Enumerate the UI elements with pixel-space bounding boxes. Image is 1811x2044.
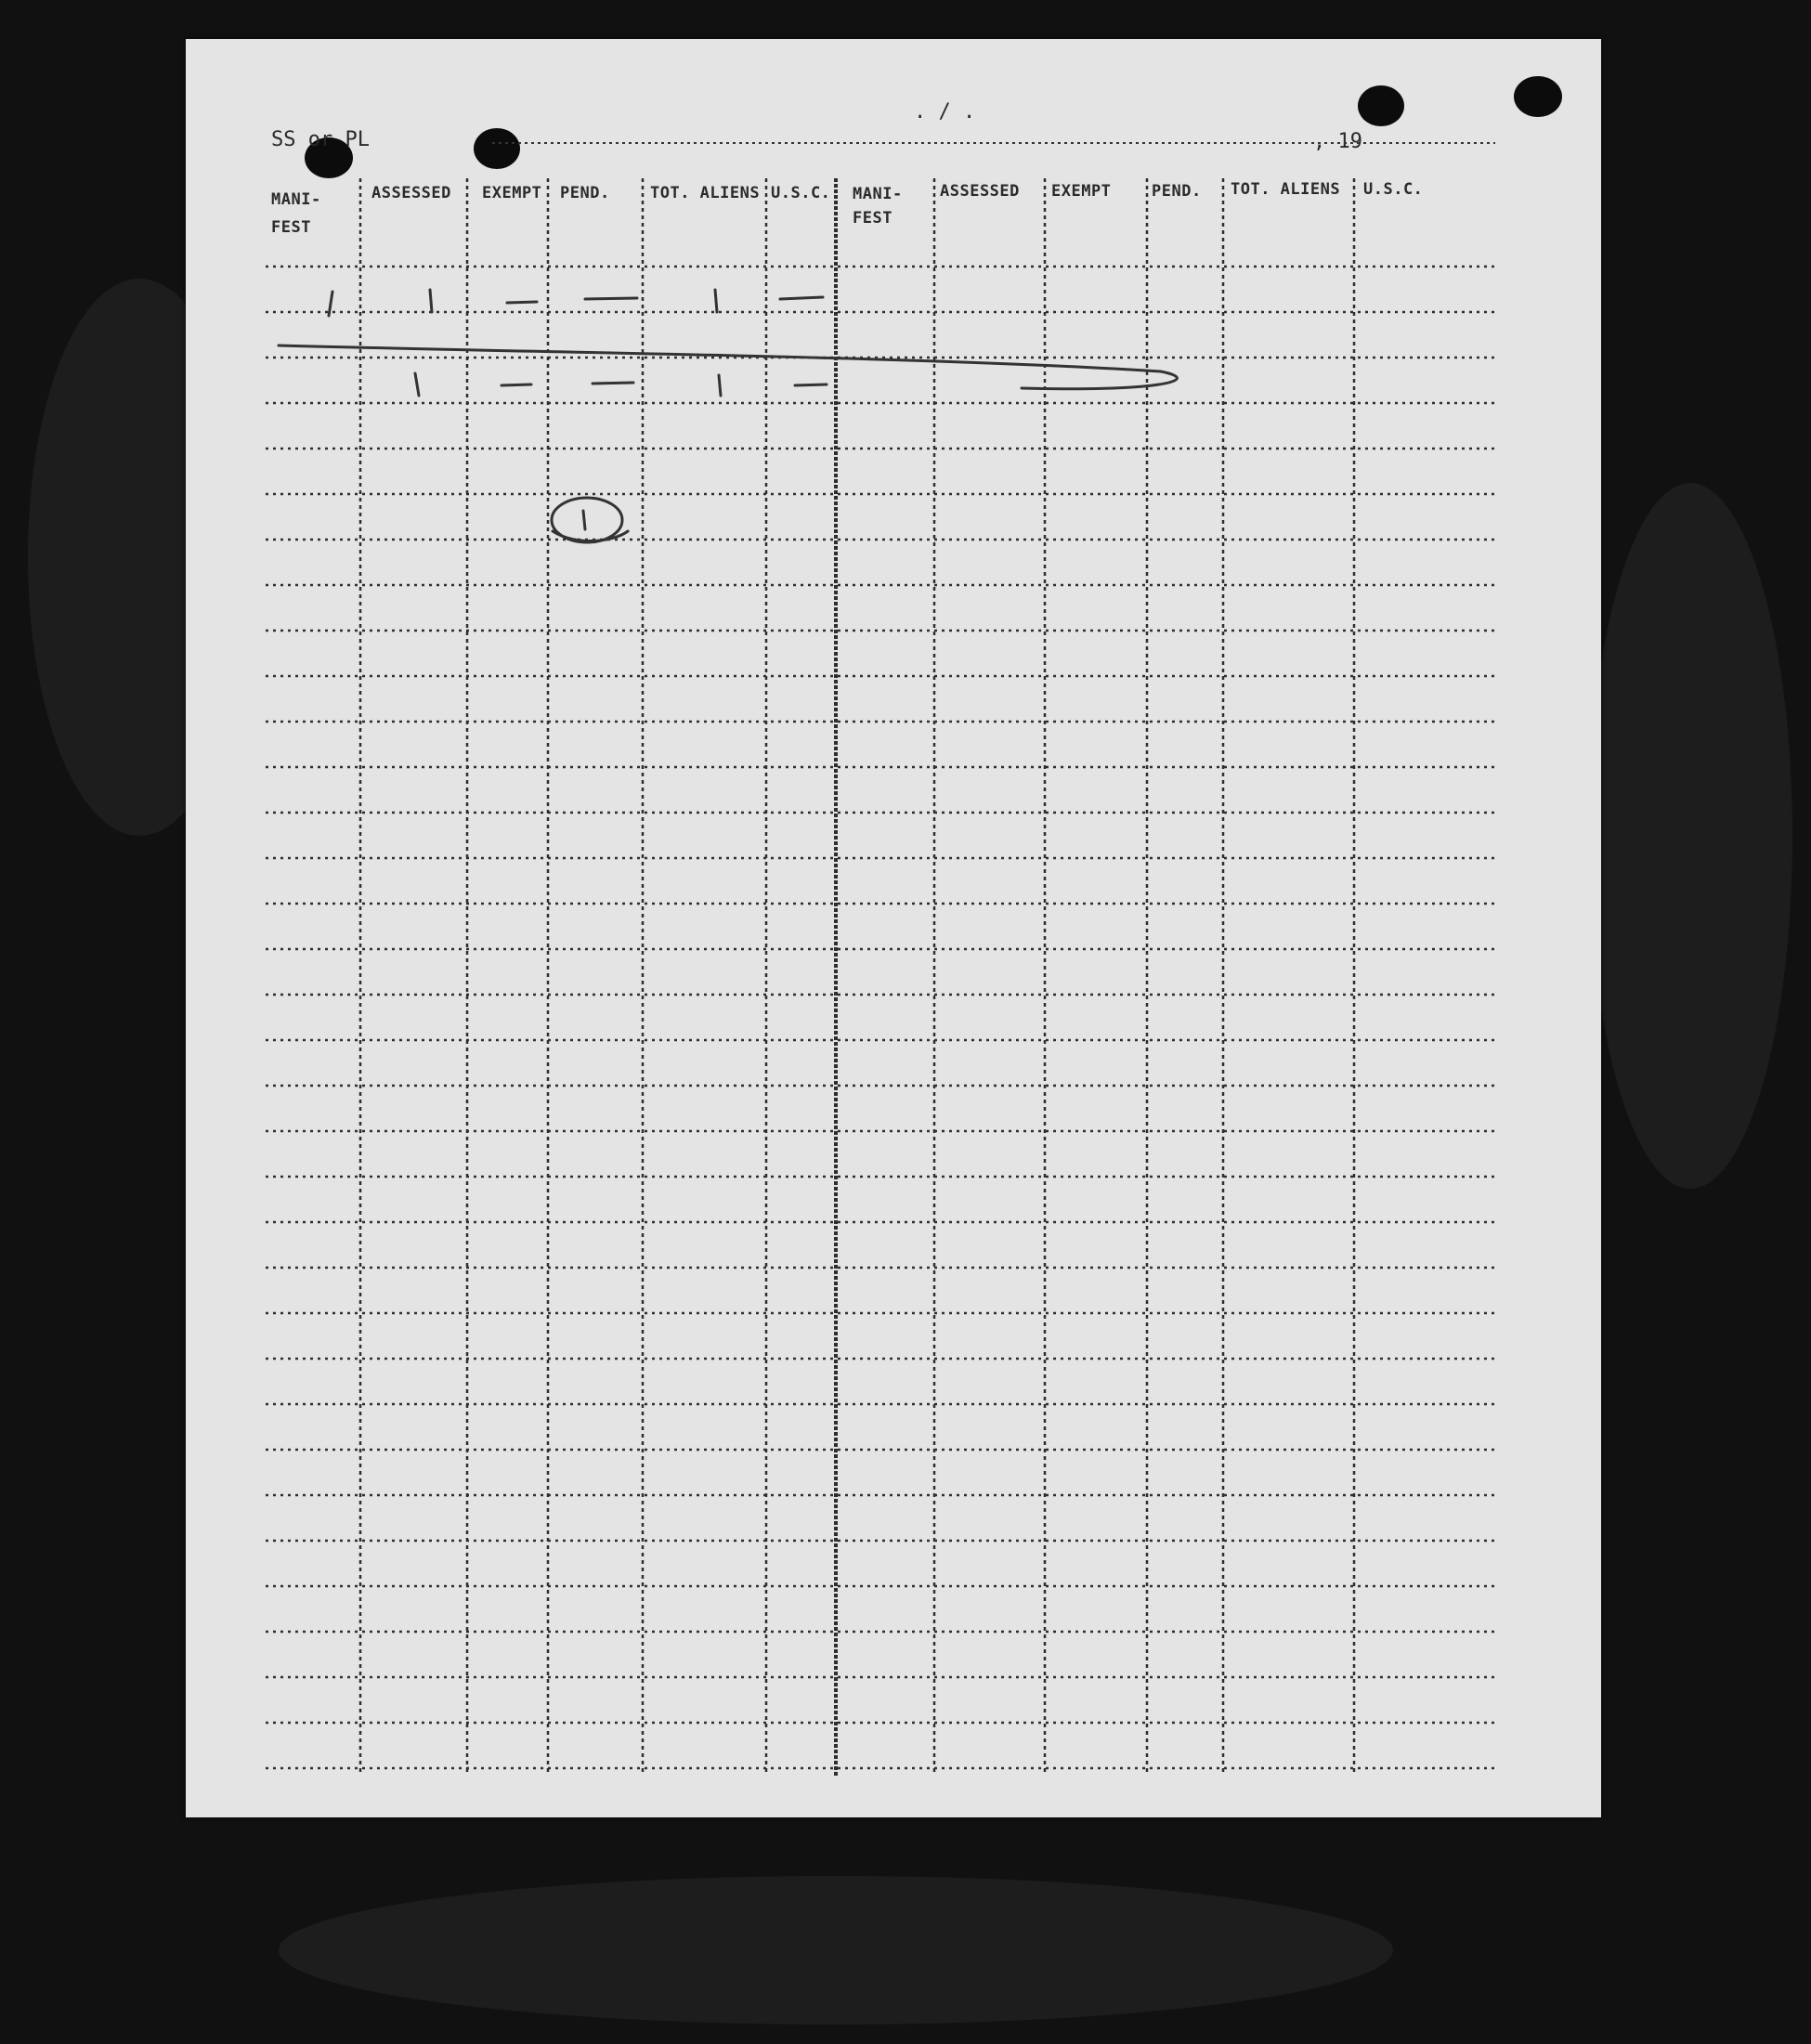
col-header-assessed-2: ASSESSED: [940, 182, 1020, 201]
col-header-tot-aliens-2: TOT. ALIENS: [1231, 180, 1341, 199]
col-header-tot-aliens: TOT. ALIENS: [650, 184, 761, 202]
col-header-pend: PEND.: [560, 184, 610, 202]
year-label: , 19: [1313, 130, 1362, 153]
col-header-usc: U.S.C.: [771, 184, 831, 202]
col-header-assessed: ASSESSED: [371, 184, 451, 202]
col-header-exempt-2: EXEMPT: [1051, 182, 1112, 201]
col-header-manifest-2: MANI- FEST: [853, 185, 903, 228]
top-mark: . / .: [914, 100, 976, 124]
col-header-usc-2: U.S.C.: [1363, 180, 1424, 199]
col-header-exempt: EXEMPT: [482, 184, 542, 202]
ship-label: SS or PL: [271, 128, 370, 151]
col-header-manifest: MANI- FEST: [271, 190, 321, 237]
dotted-grid: [186, 39, 1601, 1817]
col-header-pend-2: PEND.: [1152, 182, 1202, 201]
form-sheet: [186, 39, 1601, 1817]
